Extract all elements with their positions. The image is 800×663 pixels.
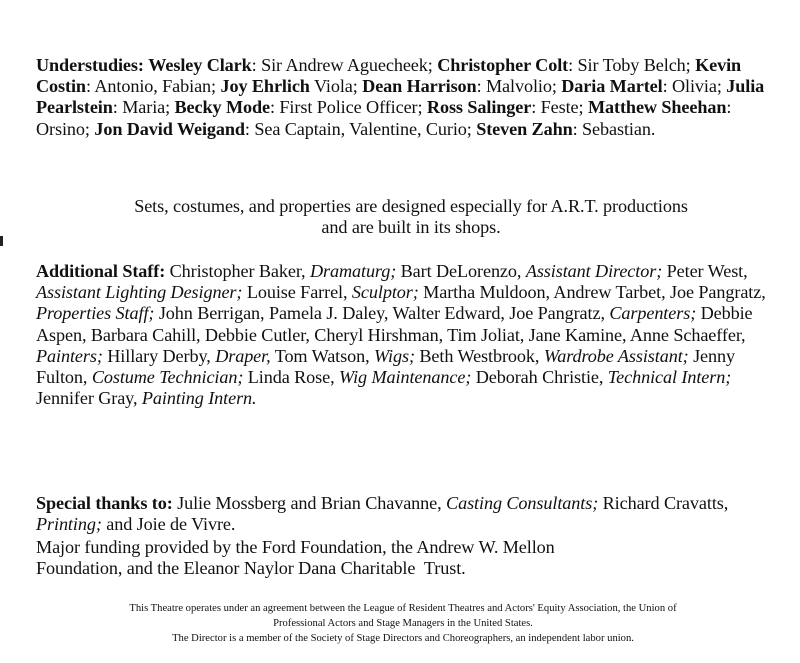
understudy-role: Olivia; <box>671 76 722 97</box>
understudy-name: Daria Martel <box>561 76 663 97</box>
understudy-role: First Police Officer; <box>279 97 423 118</box>
understudy-name: Joy Ehrlich <box>220 76 310 97</box>
staff-title: Draper, <box>215 345 271 366</box>
understudies-heading: Understudies: <box>36 55 144 75</box>
staff-title: Properties Staff; <box>36 303 155 324</box>
staff-title: Painters; <box>36 345 103 366</box>
staff-title: Carpenters; <box>609 303 697 324</box>
staff-title: Wigs; <box>374 345 415 366</box>
sets-note-line: and are built in its shops. <box>321 217 501 238</box>
staff-title: Sculptor; <box>351 282 419 303</box>
understudy-role: Viola; <box>313 76 358 97</box>
understudy-name: Steven Zahn <box>476 118 573 139</box>
understudy-role: Malvolio; <box>485 76 557 97</box>
special-thanks-paragraph <box>36 493 772 535</box>
staff-names: John Berrigan, Pamela J. Daley, Walter Edward, Joe Pangratz, <box>158 303 605 324</box>
staff-names: Deborah Christie, <box>475 367 604 388</box>
understudy-role: Sea Captain, Valentine, Curio; <box>254 118 472 139</box>
staff-names: Jenny Fulton, <box>36 345 736 388</box>
understudy-name: Becky Mode <box>174 97 271 118</box>
understudy-role: Antonio, Fabian; <box>94 76 217 97</box>
understudies-paragraph: Understudies: Wesley Clark: Sir Andrew Aguecheek; Christopher Colt: Sir Toby Belch; Kevin Costin: Antonio, Fabian; Joy Ehrlich Viola; Dean Harrison: Malvolio; Daria Martel: Olivia; Julia Pearlstein: Maria; Becky Mode: First Police Officer; Ross Salinger: Feste; Matthew Sheehan: Orsino; Jon David Weigand: Sea Captain, Valentine, Curio; Steven Zahn: Sebastian. <box>36 55 765 139</box>
special-thanks-heading: Special thanks to: <box>36 493 173 513</box>
thanks-names: Julie Mossberg and Brian Chavanne, <box>177 493 442 513</box>
understudy-role: Maria; <box>122 97 171 118</box>
understudy-name: Jon David Weigand <box>94 118 245 139</box>
additional-staff-paragraph <box>36 261 772 409</box>
staff-names: Beth Westbrook, <box>419 345 540 366</box>
sets-note <box>50 196 772 238</box>
thanks-names: Richard Cravatts, <box>602 493 729 513</box>
understudy-name: Wesley Clark <box>148 55 252 75</box>
staff-title: Dramaturg; <box>309 261 397 281</box>
understudy-name: Julia Pearlstein <box>36 76 765 118</box>
staff-names: Debbie Aspen, Barbara Cahill, Debbie Cutler, Cheryl Hirshman, Tim Joliat, Jane Kamine, Anne Schaeffer, <box>36 303 753 345</box>
staff-title: Assistant Lighting Designer; <box>36 282 243 303</box>
understudy-role: Sir Toby Belch; <box>577 55 691 75</box>
staff-title: Costume Technician; <box>91 367 244 388</box>
understudy-name: Matthew Sheehan <box>587 97 727 118</box>
sets-note-line: Sets, costumes, and properties are designed especially for A.R.T. productions <box>134 196 688 216</box>
staff-title: Assistant Director; <box>525 261 663 281</box>
staff-title: Wardrobe Assistant; <box>543 345 689 366</box>
footer-line: Professional Actors and Stage Managers in the United States. <box>273 618 533 629</box>
staff-title: Technical Intern; <box>607 367 732 388</box>
understudy-name: Ross Salinger <box>426 97 532 118</box>
funding-line: Major funding provided by the Ford Foundation, the Andrew W. Mellon <box>36 537 555 557</box>
staff-names: Linda Rose, <box>247 367 335 388</box>
staff-title: Painting Intern. <box>141 388 257 409</box>
staff-names: Tom Watson, <box>274 345 370 366</box>
staff-names: Martha Muldoon, Andrew Tarbet, Joe Pangratz, <box>423 282 766 303</box>
footer-line: This Theatre operates under an agreement between the League of Resident Theatres and Actors' Equity Association, the Union of <box>129 603 677 614</box>
thanks-names: and Joie de Vivre. <box>106 514 236 535</box>
staff-names: Christopher Baker, <box>169 261 306 281</box>
understudy-name: Dean Harrison <box>362 76 477 97</box>
staff-names: Jennifer Gray, <box>36 388 138 409</box>
staff-names: Peter West, <box>666 261 748 281</box>
footer-line: The Director is a member of the Society of Stage Directors and Choreographers, an independent labor union. <box>172 633 634 644</box>
understudy-role: Orsino; <box>36 118 90 139</box>
funding-line: Foundation, and the Eleanor Naylor Dana Charitable Trust. <box>36 558 466 579</box>
understudy-role: Sebastian. <box>582 118 656 139</box>
staff-names: Louise Farrel, <box>246 282 348 303</box>
funding-paragraph <box>36 537 772 579</box>
understudy-role: Feste; <box>540 97 584 118</box>
thanks-title: Printing; <box>36 514 102 535</box>
additional-staff-heading: Additional Staff: <box>36 261 166 281</box>
understudy-name: Christopher Colt <box>437 55 569 75</box>
staff-names: Bart DeLorenzo, <box>400 261 522 281</box>
scan-edge-mark <box>0 236 3 246</box>
understudy-name: Kevin Costin <box>36 55 742 97</box>
footer-notice <box>30 601 776 646</box>
thanks-title: Casting Consultants; <box>446 493 599 513</box>
understudy-role: Sir Andrew Aguecheek; <box>261 55 433 75</box>
staff-names: Hillary Derby, <box>107 345 211 366</box>
staff-title: Wig Maintenance; <box>339 367 472 388</box>
